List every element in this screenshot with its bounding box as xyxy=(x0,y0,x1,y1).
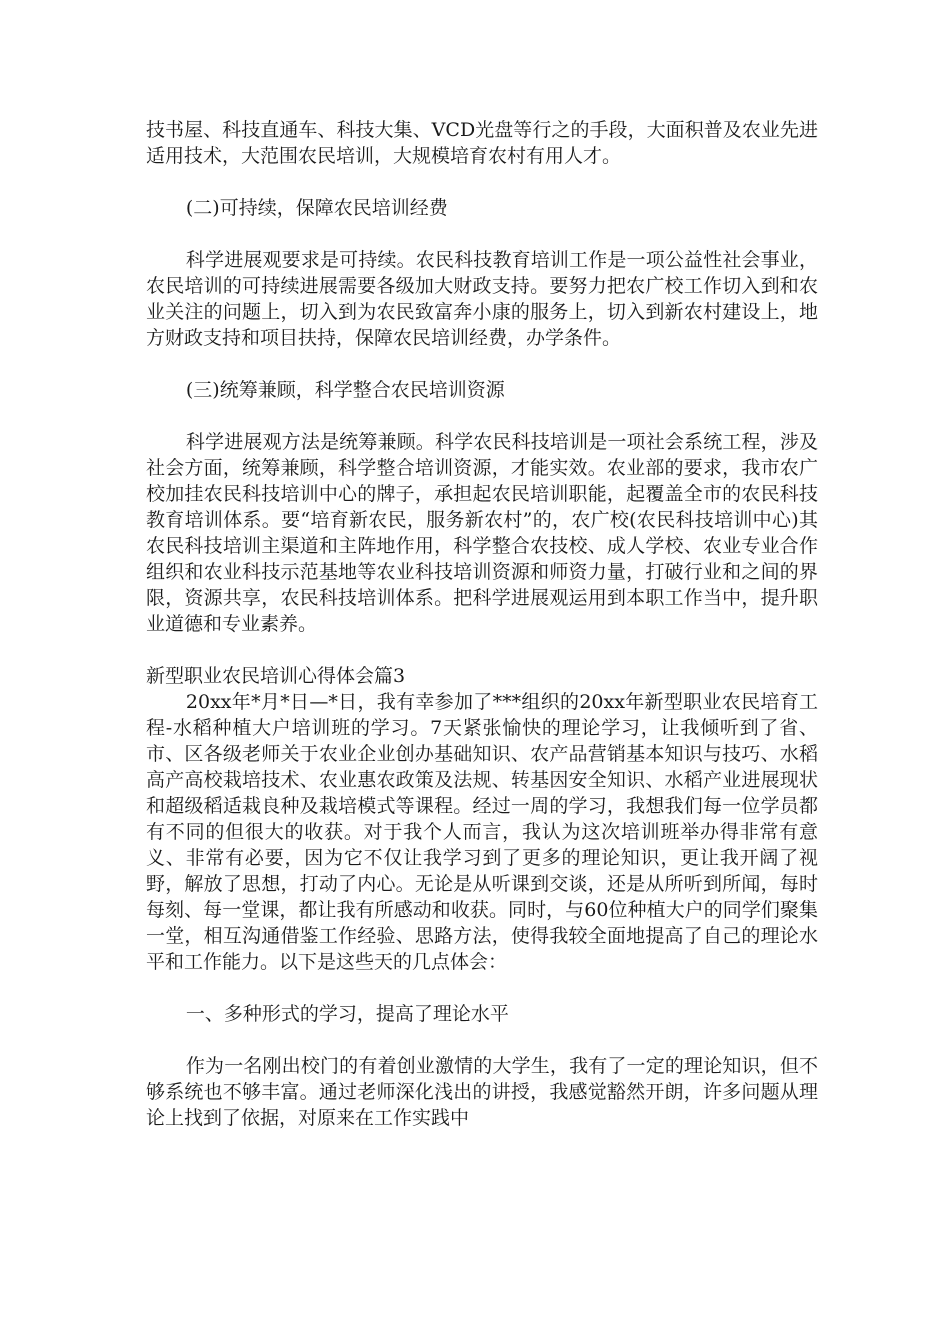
body-paragraph-4: 20xx年*月*日—*日，我有幸参加了***组织的20xx年新型职业农民培育工程-水稻种植大户培训班的学习。7天紧张愉快的理论学习，让我倾听到了省、市、区各级老师关于农业企业创办基础知识、农产品营销基本知识与技巧、水稻高产高校栽培技术、农业惠农政策及法规、转基因安全知识、水稻产业进展现状和超级稻适栽良种及栽培模式等课程。经过一周的学习，我想我们每一位学员都有不同的但很大的收获。对于我个人而言，我认为这次培训班举办得非常有意义、非常有必要，因为它不仅让我学习到了更多的理论知识，更让我开阔了视野，解放了思想，打动了内心。无论是从听课到交谈，还是从所听到所闻，每时每刻、每一堂课，都让我有所感动和收获。同时，与60位种植大户的同学们聚集一堂，相互沟通借鉴工作经验、思路方法，使得我较全面地提高了自己的理论水平和工作能力。以下是这些天的几点体会： xyxy=(146,691,818,973)
body-paragraph-3: 科学进展观方法是统筹兼顾。科学农民科技培训是一项社会系统工程，涉及社会方面，统筹兼顾，科学整合培训资源，才能实效。农业部的要求，我市农广校加挂农民科技培训中心的牌子，承担起农民培训职能，起覆盖全市的农民科技教育培训体系。要“培育新农民，服务新农村”的，农广校(农民科技培训中心)其农民科技培训主渠道和主阵地作用，科学整合农技校、成人学校、农业专业合作组织和农业科技示范基地等农业科技培训资源和师资力量，打破行业和之间的界限，资源共享，农民科技培训体系。把科学进展观运用到本职工作当中，提升职业道德和专业素养。 xyxy=(146,431,818,635)
document-page xyxy=(146,117,818,1131)
section-heading-4: 一、多种形式的学习，提高了理论水平 xyxy=(185,1003,509,1025)
section-heading-3: (三)统筹兼顾，科学整合农民培训资源 xyxy=(185,379,505,401)
section-heading-2: (二)可持续，保障农民培训经费 xyxy=(185,197,448,219)
body-paragraph-5: 作为一名刚出校门的有着创业激情的大学生，我有了一定的理论知识，但不够系统也不够丰富。通过老师深化浅出的讲授，我感觉豁然开朗，许多问题从理论上找到了依据，对原来在工作实践中 xyxy=(146,1055,818,1129)
body-paragraph-1: 技书屋、科技直通车、科技大集、VCD光盘等行之的手段，大面积普及农业先进适用技术，大范围农民培训，大规模培育农村有用人才。 xyxy=(146,119,818,167)
body-paragraph-2: 科学进展观要求是可持续。农民科技教育培训工作是一项公益性社会事业，农民培训的可持续进展需要各级加大财政支持。要努力把农广校工作切入到和农业关注的问题上，切入到为农民致富奔小康的服务上，切入到新农村建设上，地方财政支持和项目扶持，保障农民培训经费，办学条件。 xyxy=(146,249,818,349)
article-title: 新型职业农民培训心得体会篇3 xyxy=(146,665,406,687)
